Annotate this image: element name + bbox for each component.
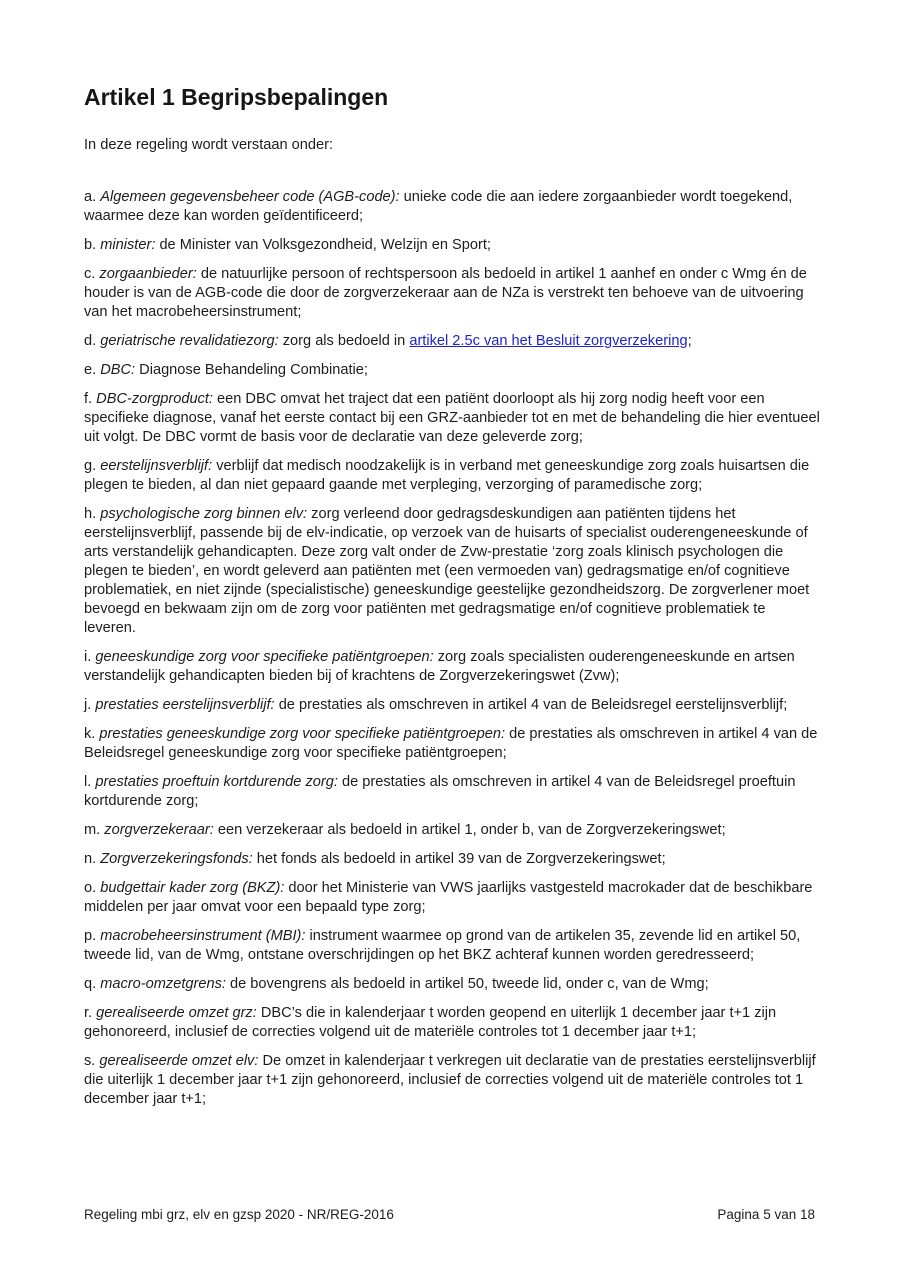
definition-text: een DBC omvat het traject dat een patiënt doorloopt als hij zorg nodig heeft voor een specifieke diagnose, vanaf het eerste contact bij een GRZ-aanbieder tot en met de behandeling die hier eventueel uit volgt. De DBC vormt de basis voor de declaratie van deze geleverde zorg; bbox=[84, 391, 820, 445]
definition-item-o bbox=[84, 879, 821, 917]
definition-item-j bbox=[84, 696, 821, 715]
definition-item-c bbox=[84, 265, 821, 322]
definition-item-i bbox=[84, 648, 821, 686]
definition-text: Diagnose Behandeling Combinatie; bbox=[139, 362, 368, 378]
definition-text: ; bbox=[687, 333, 692, 349]
definition-item-f bbox=[84, 390, 821, 447]
definition-text: de prestaties als omschreven in artikel 4 van de Beleidsregel proeftuin kortdurende zorg; bbox=[84, 774, 796, 809]
definition-letter: h. bbox=[84, 506, 97, 522]
definition-text: verblijf dat medisch noodzakelijk is in verband met geneeskundige zorg zoals huisartsen die plegen te bieden, al dan niet gepaard gaande met verpleging, verzorging of paramedische zorg; bbox=[84, 458, 810, 493]
definition-letter: i. bbox=[84, 649, 92, 665]
definition-letter: s. bbox=[84, 1053, 96, 1069]
footer-page-number: Pagina 5 van 18 bbox=[717, 1207, 815, 1222]
definition-text: het fonds als bedoeld in artikel 39 van de Zorgverzekeringswet; bbox=[256, 851, 666, 867]
definition-item-l bbox=[84, 773, 821, 811]
definition-letter: p. bbox=[84, 928, 97, 944]
definition-letter: c. bbox=[84, 266, 96, 282]
definition-letter: g. bbox=[84, 458, 97, 474]
definition-term: minister: bbox=[100, 237, 156, 253]
definition-letter: m. bbox=[84, 822, 101, 838]
definition-term: psychologische zorg binnen elv: bbox=[100, 506, 308, 522]
definition-text: de prestaties als omschreven in artikel 4 van de Beleidsregel eerstelijnsverblijf; bbox=[278, 697, 788, 713]
definition-text: De omzet in kalenderjaar t verkregen uit declaratie van de prestaties eerstelijnsverblijf die uiterlijk 1 december jaar t+1 zijn gehonoreerd, inclusief de correcties volgend uit de materiële controles tot 1 december jaar t+1; bbox=[84, 1053, 816, 1107]
definition-letter: e. bbox=[84, 362, 97, 378]
definition-item-h bbox=[84, 505, 821, 638]
definition-letter: n. bbox=[84, 851, 97, 867]
definition-item-g bbox=[84, 457, 821, 495]
definition-term: Zorgverzekeringsfonds: bbox=[100, 851, 253, 867]
definition-term: macrobeheersinstrument (MBI): bbox=[100, 928, 306, 944]
page-footer bbox=[84, 1206, 815, 1223]
besluit-zorgverzekering-link[interactable]: artikel 2.5c van het Besluit zorgverzekering bbox=[409, 333, 688, 349]
definition-item-d bbox=[84, 332, 821, 351]
definition-term: budgettair kader zorg (BKZ): bbox=[100, 880, 285, 896]
definition-item-q bbox=[84, 975, 821, 994]
definition-item-a bbox=[84, 188, 821, 226]
definition-item-s bbox=[84, 1052, 821, 1109]
definition-text: de natuurlijke persoon of rechtspersoon als bedoeld in artikel 1 aanhef en onder c Wmg én de houder is van de AGB-code die door de zorgverzekeraar aan de NZa is verstrekt ten behoeve van de uitvoering van het macrobeheersinstrument; bbox=[84, 266, 807, 320]
definition-letter: o. bbox=[84, 880, 97, 896]
definition-text: een verzekeraar als bedoeld in artikel 1, onder b, van de Zorgverzekeringswet; bbox=[217, 822, 726, 838]
definition-item-r bbox=[84, 1004, 821, 1042]
definition-letter: f. bbox=[84, 391, 93, 407]
definition-term: zorgverzekeraar: bbox=[104, 822, 214, 838]
definition-text: de bovengrens als bedoeld in artikel 50, tweede lid, onder c, van de Wmg; bbox=[230, 976, 709, 992]
definition-letter: d. bbox=[84, 333, 97, 349]
definition-text: instrument waarmee op grond van de artikelen 35, zevende lid en artikel 50, tweede lid, van de Wmg, ontstane overschrijdingen op het BKZ achteraf kunnen worden geredresseerd; bbox=[84, 928, 801, 963]
definition-letter: j. bbox=[84, 697, 92, 713]
definition-term: DBC-zorgproduct: bbox=[96, 391, 213, 407]
page-content bbox=[84, 84, 821, 1119]
article-title: Artikel 1 Begripsbepalingen bbox=[84, 84, 389, 110]
definition-text: zorg als bedoeld in bbox=[282, 333, 406, 349]
definition-term: gerealiseerde omzet elv: bbox=[99, 1053, 259, 1069]
definition-item-e bbox=[84, 361, 821, 380]
definition-term: prestaties geneeskundige zorg voor specifieke patiëntgroepen: bbox=[99, 726, 506, 742]
definition-item-n bbox=[84, 850, 821, 869]
definition-item-p bbox=[84, 927, 821, 965]
definition-term: prestaties proeftuin kortdurende zorg: bbox=[95, 774, 338, 790]
definition-letter: r. bbox=[84, 1005, 93, 1021]
definition-letter: k. bbox=[84, 726, 96, 742]
definition-term: geneeskundige zorg voor specifieke patiëntgroepen: bbox=[95, 649, 434, 665]
definition-text: de Minister van Volksgezondheid, Welzijn en Sport; bbox=[159, 237, 491, 253]
definition-letter: q. bbox=[84, 976, 97, 992]
definition-term: macro-omzetgrens: bbox=[100, 976, 226, 992]
definition-letter: a. bbox=[84, 189, 97, 205]
definition-term: zorgaanbieder: bbox=[99, 266, 197, 282]
definition-item-k bbox=[84, 725, 821, 763]
definition-item-b bbox=[84, 236, 821, 255]
definition-text: zorg zoals specialisten ouderengeneeskunde en artsen verstandelijk gehandicapten bieden bij of krachtens de Zorgverzekeringswet (Zvw); bbox=[84, 649, 795, 684]
definition-text: de prestaties als omschreven in artikel 4 van de Beleidsregel geneeskundige zorg voor specifieke patiëntgroepen; bbox=[84, 726, 818, 761]
definition-text: unieke code die aan iedere zorgaanbieder wordt toegekend, waarmee deze kan worden geïdentificeerd; bbox=[84, 189, 793, 224]
definition-term: DBC: bbox=[100, 362, 136, 378]
definition-text: zorg verleend door gedragsdeskundigen aan patiënten tijdens het eerstelijnsverblijf, passende bij de elv-indicatie, op verzoek van de huisarts of specialist ouderengeneeskunde of arts verstandelijk gehandicapten. Deze zorg valt onder de Zvw-prestatie ‘zorg zoals klinisch psychologen die plegen te bieden’, en wordt geleverd aan patiënten met (een vermoeden van) gedragsmatige en/of cognitieve problematiek, en niet zijnde (specialistische) geneeskundige geestelijke gezondheidszorg. De zorgverlener moet bevoegd en bekwaam zijn om de zorg voor patiënten met gedragsmatige en/of cognitieve problematiek te leveren. bbox=[84, 506, 810, 636]
definition-term: prestaties eerstelijnsverblijf: bbox=[95, 697, 275, 713]
intro-text: In deze regeling wordt verstaan onder: bbox=[84, 137, 334, 153]
definition-term: gerealiseerde omzet grz: bbox=[96, 1005, 257, 1021]
definition-term: geriatrische revalidatiezorg: bbox=[100, 333, 279, 349]
definition-letter: b. bbox=[84, 237, 97, 253]
definition-term: Algemeen gegevensbeheer code (AGB-code): bbox=[100, 189, 400, 205]
definition-text: DBC’s die in kalenderjaar t worden geopend en uiterlijk 1 december jaar t+1 zijn gehonoreerd, inclusief de correcties volgend uit de materiële controles tot 1 december jaar t+1; bbox=[84, 1005, 777, 1040]
footer-document-title: Regeling mbi grz, elv en gzsp 2020 - NR/REG-2016 bbox=[84, 1207, 394, 1222]
definition-term: eerstelijnsverblijf: bbox=[100, 458, 213, 474]
definition-item-m bbox=[84, 821, 821, 840]
definition-letter: l. bbox=[84, 774, 92, 790]
definition-text: door het Ministerie van VWS jaarlijks vastgesteld macrokader dat de beschikbare middelen per jaar omvat voor een bepaald type zorg; bbox=[84, 880, 813, 915]
